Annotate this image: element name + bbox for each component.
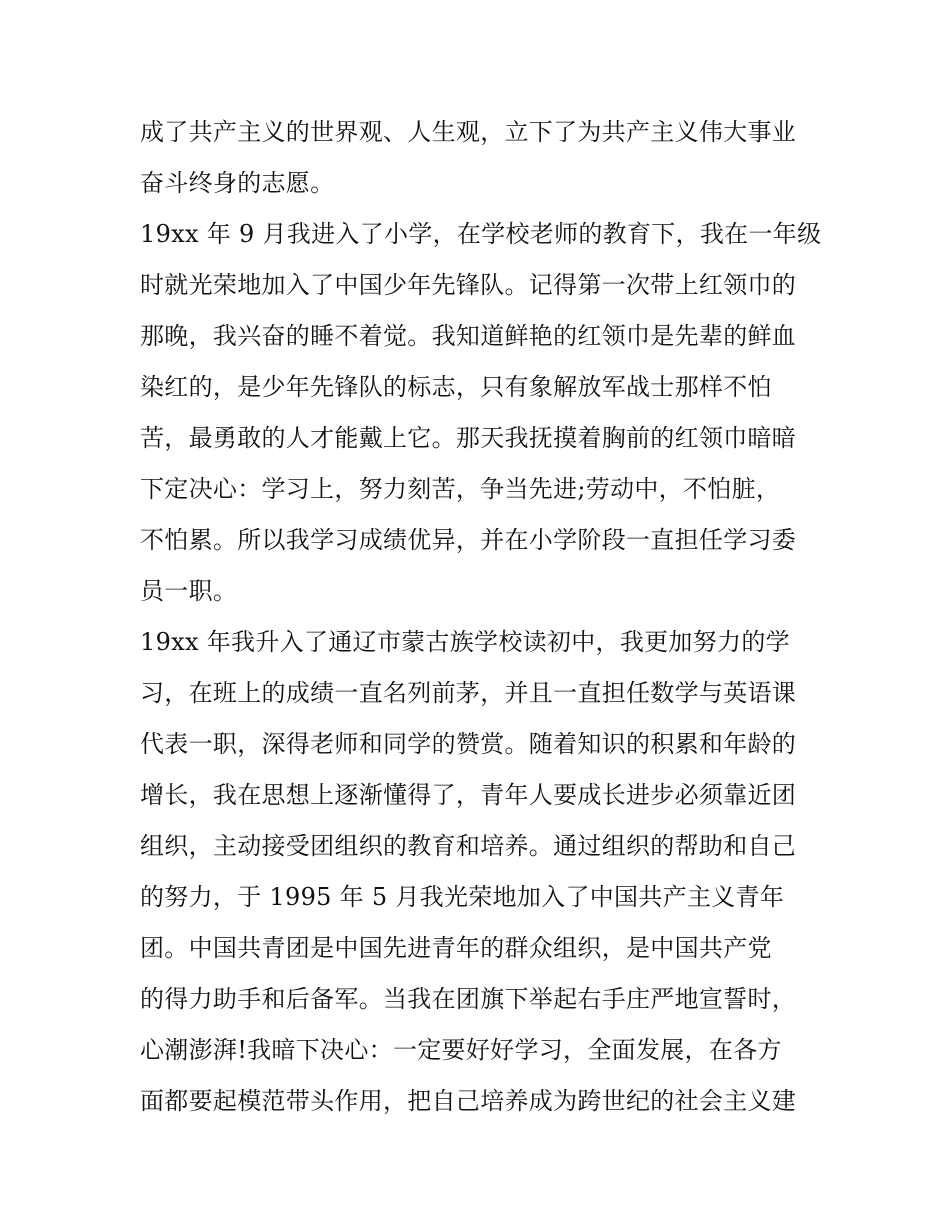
text-line: 奋斗终身的志愿。	[140, 169, 335, 197]
text-line: 19xx 年我升入了通辽市蒙古族学校读初中，我更加努力的学	[140, 628, 790, 656]
text-line: 组织，主动接受团组织的教育和培养。通过组织的帮助和自己	[140, 832, 797, 860]
text-line: 19xx 年 9 月我进入了小学，在学校老师的教育下，我在一年级	[140, 220, 822, 248]
text-line: 苦，最勇敢的人才能戴上它。那天我抚摸着胸前的红领巾暗暗	[140, 424, 797, 452]
text-line: 染红的，是少年先锋队的标志，只有象解放军战士那样不怕	[140, 373, 772, 401]
document-page	[140, 107, 822, 1127]
text-line: 的得力助手和后备军。当我在团旗下举起右手庄严地宣誓时，	[140, 985, 797, 1013]
text-line: 代表一职，深得老师和同学的赞赏。随着知识的积累和年龄的	[140, 730, 797, 758]
text-line: 时就光荣地加入了中国少年先锋队。记得第一次带上红领巾的	[140, 271, 797, 299]
text-line: 下定决心：学习上，努力刻苦，争当先进;劳动中，不怕脏，	[140, 475, 781, 503]
text-line: 团。中国共青团是中国先进青年的群众组织，是中国共产党	[140, 934, 772, 962]
text-line: 那晚，我兴奋的睡不着觉。我知道鲜艳的红领巾是先辈的鲜血	[140, 322, 797, 350]
text-line: 心潮澎湃!我暗下决心：一定要好好学习，全面发展，在各方	[140, 1036, 782, 1064]
text-line: 的努力，于 1995 年 5 月我光荣地加入了中国共产主义青年	[140, 883, 785, 911]
text-line: 面都要起模范带头作用，把自己培养成为跨世纪的社会主义建	[140, 1087, 797, 1115]
text-line: 增长，我在思想上逐渐懂得了，青年人要成长进步必须靠近团	[140, 781, 797, 809]
text-line: 成了共产主义的世界观、人生观，立下了为共产主义伟大事业	[140, 118, 797, 146]
text-line: 员一职。	[140, 577, 238, 605]
text-line: 习，在班上的成绩一直名列前茅，并且一直担任数学与英语课	[140, 679, 797, 707]
text-line: 不怕累。所以我学习成绩优异，并在小学阶段一直担任学习委	[140, 526, 797, 554]
